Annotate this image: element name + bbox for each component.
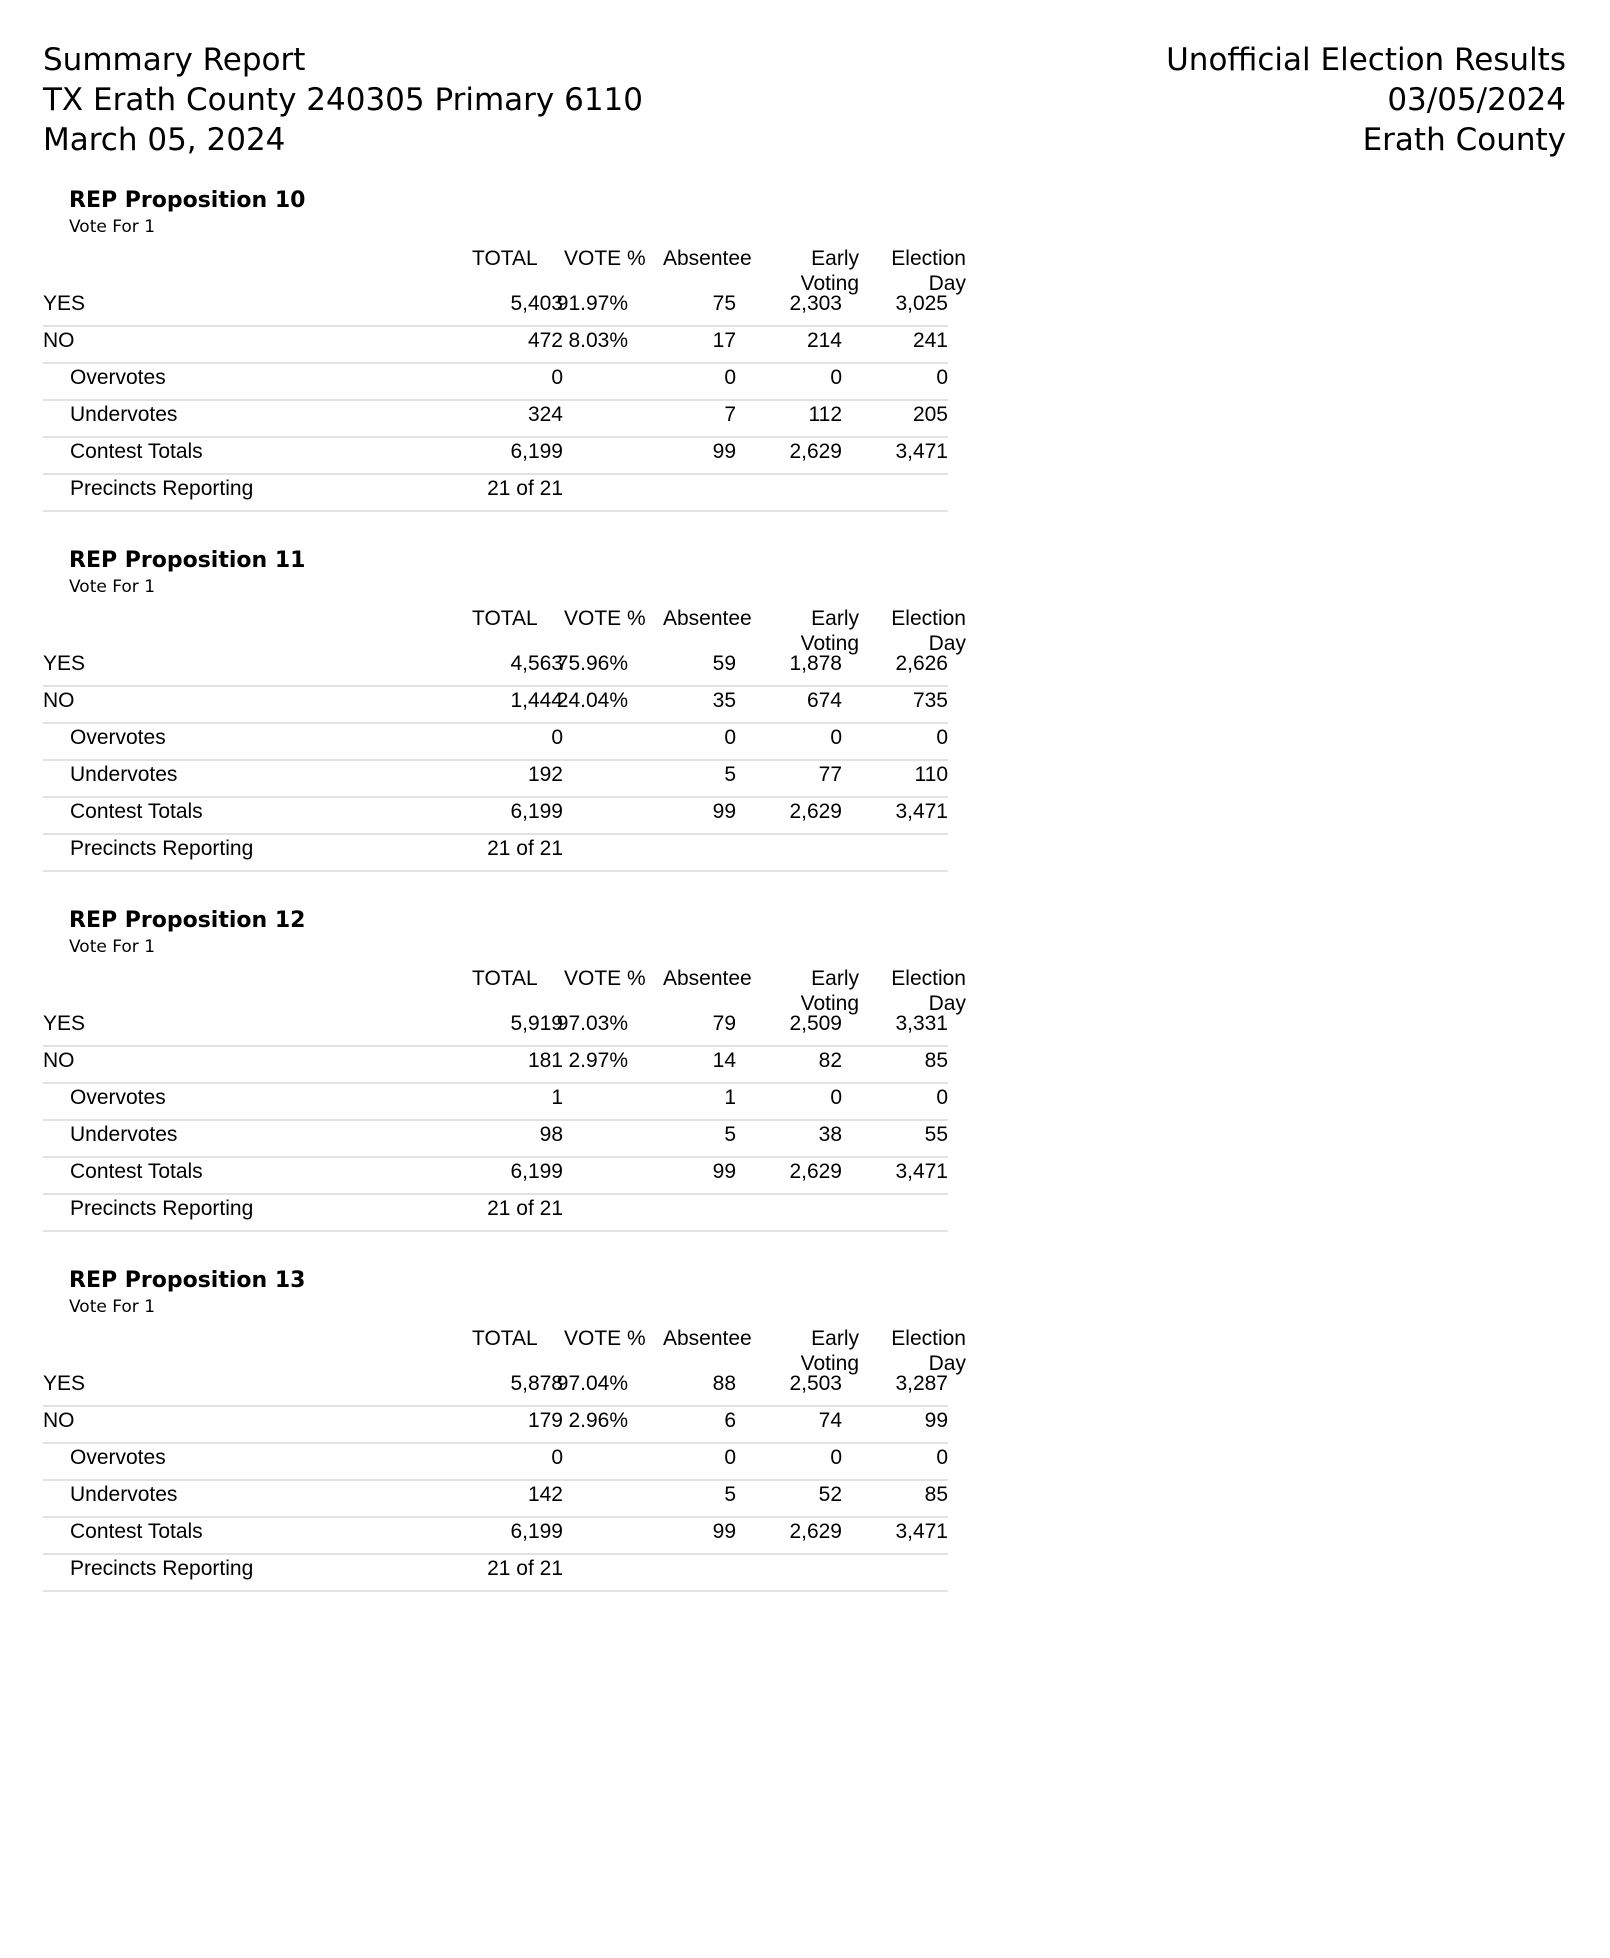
contest-section	[0, 1268, 1000, 1618]
early-voting-cell: 2,503	[789, 1372, 842, 1395]
vote-pct-cell: 91.97%	[556, 292, 628, 315]
row-label: Precincts Reporting	[70, 837, 254, 860]
table-row	[43, 288, 948, 327]
row-label: Contest Totals	[70, 440, 203, 463]
election-day-cell: 241	[912, 329, 948, 352]
election-day-cell: 3,287	[895, 1372, 948, 1395]
col-header-total: TOTAL	[472, 607, 538, 630]
table-row	[43, 362, 948, 401]
contest-title: REP Proposition 10	[69, 188, 306, 213]
early-voting-cell: 38	[818, 1123, 842, 1146]
row-label: NO	[43, 329, 75, 352]
absentee-cell: 1	[724, 1086, 736, 1109]
col-header-line: Early	[811, 247, 859, 270]
col-header-line: Day	[928, 1352, 966, 1375]
total-cell: 5,878	[510, 1372, 563, 1395]
absentee-cell: 99	[712, 1160, 736, 1183]
row-label: NO	[43, 1409, 75, 1432]
row-label: Precincts Reporting	[70, 1197, 254, 1220]
table-row	[43, 1516, 948, 1555]
early-voting-cell: 52	[818, 1483, 842, 1506]
early-voting-cell: 214	[806, 329, 842, 352]
vote-pct-cell: 24.04%	[556, 689, 628, 712]
election-day-cell: 55	[924, 1123, 948, 1146]
col-header-vote-pct: VOTE %	[564, 607, 646, 630]
total-cell: 21 of 21	[487, 837, 563, 860]
vote-pct-cell: 2.96%	[568, 1409, 628, 1432]
table-row	[43, 1119, 948, 1158]
absentee-cell: 75	[712, 292, 736, 315]
total-cell: 1,444	[510, 689, 563, 712]
total-cell: 6,199	[510, 1160, 563, 1183]
col-header-vote-pct: VOTE %	[564, 967, 646, 990]
contest-vote-for: Vote For 1	[69, 217, 156, 237]
absentee-cell: 17	[712, 329, 736, 352]
col-header-line: Day	[928, 272, 966, 295]
absentee-cell: 99	[712, 800, 736, 823]
vote-pct-cell: 75.96%	[556, 652, 628, 675]
contest-vote-for: Vote For 1	[69, 577, 156, 597]
vote-pct-cell: 97.03%	[556, 1012, 628, 1035]
absentee-cell: 7	[724, 403, 736, 426]
early-voting-cell: 2,629	[789, 1160, 842, 1183]
early-voting-cell: 2,629	[789, 1520, 842, 1543]
absentee-cell: 0	[724, 726, 736, 749]
total-cell: 324	[527, 403, 563, 426]
county-name: Erath County	[1362, 122, 1566, 158]
table-row	[43, 1368, 948, 1407]
col-header-total: TOTAL	[472, 247, 538, 270]
election-day-cell: 3,471	[895, 1520, 948, 1543]
absentee-cell: 14	[712, 1049, 736, 1072]
election-day-cell: 735	[912, 689, 948, 712]
report-title: Summary Report	[43, 42, 306, 78]
col-header-vote-pct: VOTE %	[564, 1327, 646, 1350]
contest-section	[0, 548, 1000, 898]
row-label: Overvotes	[70, 726, 166, 749]
col-header-absentee: Absentee	[663, 1327, 752, 1350]
early-voting-cell: 1,878	[789, 652, 842, 675]
row-label: NO	[43, 1049, 75, 1072]
absentee-cell: 88	[712, 1372, 736, 1395]
total-cell: 5,403	[510, 292, 563, 315]
report-header-right	[1166, 40, 1566, 160]
total-cell: 1	[551, 1086, 563, 1109]
election-day-cell: 0	[936, 726, 948, 749]
election-day-cell: 3,471	[895, 800, 948, 823]
election-date: March 05, 2024	[43, 122, 286, 158]
contest-vote-for: Vote For 1	[69, 1297, 156, 1317]
vote-pct-cell: 8.03%	[568, 329, 628, 352]
election-day-cell: 3,471	[895, 440, 948, 463]
results-date: 03/05/2024	[1387, 82, 1566, 118]
election-day-cell: 0	[936, 366, 948, 389]
total-cell: 98	[539, 1123, 563, 1146]
election-day-cell: 3,025	[895, 292, 948, 315]
table-row	[43, 1156, 948, 1195]
absentee-cell: 5	[724, 1123, 736, 1146]
election-day-cell: 85	[924, 1049, 948, 1072]
table-row	[43, 1479, 948, 1518]
row-label: Precincts Reporting	[70, 1557, 254, 1580]
election-day-cell: 110	[914, 763, 948, 786]
row-label: Undervotes	[70, 1123, 178, 1146]
col-header-line: Election	[891, 607, 966, 630]
table-row	[43, 685, 948, 724]
col-header-line: Election	[891, 247, 966, 270]
total-cell: 21 of 21	[487, 1197, 563, 1220]
early-voting-cell: 674	[806, 689, 842, 712]
row-label: Undervotes	[70, 763, 178, 786]
row-label: YES	[43, 292, 86, 315]
absentee-cell: 0	[724, 1446, 736, 1469]
election-day-cell: 85	[924, 1483, 948, 1506]
total-cell: 6,199	[510, 1520, 563, 1543]
vote-pct-cell: 97.04%	[556, 1372, 628, 1395]
col-header-total: TOTAL	[472, 1327, 538, 1350]
table-row	[43, 796, 948, 835]
absentee-cell: 35	[712, 689, 736, 712]
absentee-cell: 6	[724, 1409, 736, 1432]
col-header-line: Election	[891, 1327, 966, 1350]
early-voting-cell: 112	[808, 403, 842, 426]
table-row	[43, 1008, 948, 1047]
row-label: NO	[43, 689, 75, 712]
table-row	[43, 325, 948, 364]
table-row	[43, 1553, 948, 1592]
table-row	[43, 1442, 948, 1481]
row-label: YES	[43, 652, 86, 675]
total-cell: 181	[527, 1049, 563, 1072]
col-header-line: Day	[928, 992, 966, 1015]
col-header-total: TOTAL	[472, 967, 538, 990]
table-row	[43, 1045, 948, 1084]
early-voting-cell: 0	[830, 1446, 842, 1469]
early-voting-cell: 2,509	[789, 1012, 842, 1035]
early-voting-cell: 2,629	[789, 800, 842, 823]
election-day-cell: 0	[936, 1446, 948, 1469]
table-row	[43, 759, 948, 798]
col-header-line: Day	[928, 632, 966, 655]
results-status: Unofficial Election Results	[1166, 42, 1566, 78]
total-cell: 192	[527, 763, 563, 786]
total-cell: 21 of 21	[487, 1557, 563, 1580]
table-row	[43, 473, 948, 512]
col-header-line: Early	[811, 607, 859, 630]
early-voting-cell: 82	[818, 1049, 842, 1072]
absentee-cell: 5	[724, 763, 736, 786]
total-cell: 179	[527, 1409, 563, 1432]
row-label: YES	[43, 1012, 86, 1035]
election-day-cell: 205	[912, 403, 948, 426]
total-cell: 0	[551, 1446, 563, 1469]
total-cell: 0	[551, 366, 563, 389]
row-label: Overvotes	[70, 1086, 166, 1109]
contest-title: REP Proposition 12	[69, 908, 306, 933]
contest-section	[0, 908, 1000, 1258]
absentee-cell: 99	[712, 1520, 736, 1543]
election-day-cell: 3,331	[895, 1012, 948, 1035]
contest-section	[0, 188, 1000, 538]
contest-title: REP Proposition 11	[69, 548, 306, 573]
early-voting-cell: 2,629	[789, 440, 842, 463]
table-row	[43, 1405, 948, 1444]
report-header-left	[43, 40, 643, 160]
election-name: TX Erath County 240305 Primary 6110	[43, 82, 644, 118]
total-cell: 0	[551, 726, 563, 749]
table-row	[43, 436, 948, 475]
col-header-line: Voting	[800, 272, 859, 295]
row-label: Contest Totals	[70, 1160, 203, 1183]
row-label: Overvotes	[70, 366, 166, 389]
contest-title: REP Proposition 13	[69, 1268, 306, 1293]
col-header-line: Voting	[800, 1352, 859, 1375]
col-header-absentee: Absentee	[663, 607, 752, 630]
early-voting-cell: 0	[830, 726, 842, 749]
early-voting-cell: 0	[830, 1086, 842, 1109]
table-row	[43, 648, 948, 687]
total-cell: 472	[527, 329, 563, 352]
row-label: Contest Totals	[70, 1520, 203, 1543]
col-header-line: Early	[811, 1327, 859, 1350]
col-header-absentee: Absentee	[663, 967, 752, 990]
early-voting-cell: 77	[818, 763, 842, 786]
col-header-absentee: Absentee	[663, 247, 752, 270]
col-header-line: Voting	[800, 632, 859, 655]
early-voting-cell: 2,303	[789, 292, 842, 315]
row-label: Undervotes	[70, 403, 178, 426]
election-day-cell: 3,471	[895, 1160, 948, 1183]
election-day-cell: 99	[924, 1409, 948, 1432]
total-cell: 4,563	[510, 652, 563, 675]
absentee-cell: 79	[712, 1012, 736, 1035]
contest-vote-for: Vote For 1	[69, 937, 156, 957]
absentee-cell: 59	[712, 652, 736, 675]
table-row	[43, 833, 948, 872]
early-voting-cell: 74	[818, 1409, 842, 1432]
absentee-cell: 5	[724, 1483, 736, 1506]
col-header-line: Voting	[800, 992, 859, 1015]
total-cell: 6,199	[510, 800, 563, 823]
table-row	[43, 1193, 948, 1232]
total-cell: 6,199	[510, 440, 563, 463]
absentee-cell: 99	[712, 440, 736, 463]
election-day-cell: 0	[936, 1086, 948, 1109]
col-header-line: Election	[891, 967, 966, 990]
col-header-line: Early	[811, 967, 859, 990]
table-row	[43, 1082, 948, 1121]
election-day-cell: 2,626	[895, 652, 948, 675]
row-label: Overvotes	[70, 1446, 166, 1469]
row-label: Precincts Reporting	[70, 477, 254, 500]
row-label: YES	[43, 1372, 86, 1395]
total-cell: 142	[527, 1483, 563, 1506]
table-row	[43, 399, 948, 438]
col-header-vote-pct: VOTE %	[564, 247, 646, 270]
table-row	[43, 722, 948, 761]
row-label: Undervotes	[70, 1483, 178, 1506]
early-voting-cell: 0	[830, 366, 842, 389]
row-label: Contest Totals	[70, 800, 203, 823]
total-cell: 21 of 21	[487, 477, 563, 500]
absentee-cell: 0	[724, 366, 736, 389]
total-cell: 5,919	[510, 1012, 563, 1035]
vote-pct-cell: 2.97%	[568, 1049, 628, 1072]
